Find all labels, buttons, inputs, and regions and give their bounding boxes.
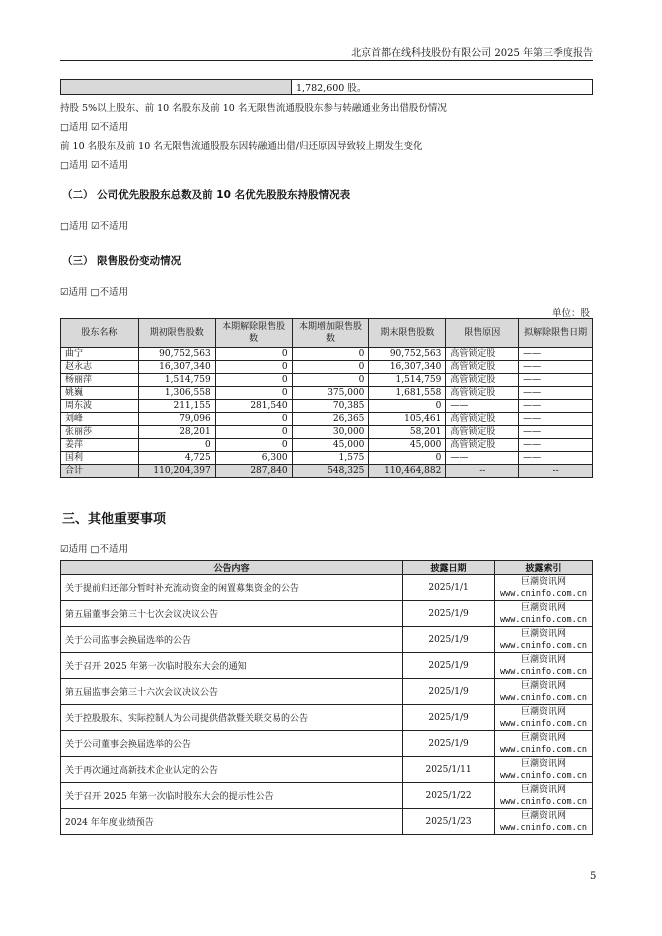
table-cell: 0 [292, 348, 369, 361]
table-cell: —— [519, 348, 593, 361]
table-row [61, 413, 593, 426]
column-header: 公告内容 [61, 561, 403, 575]
table-cell: 赵永志 [61, 361, 139, 374]
announcement-date: 2025/1/22 [403, 783, 495, 809]
table-cell: 0 [215, 387, 292, 400]
table-cell: 高管锁定股 [446, 426, 519, 439]
announcement-title: 2024 年年度业绩预告 [61, 809, 403, 835]
source-link[interactable]: www.cninfo.com.cn [500, 692, 587, 703]
announcement-source [495, 809, 593, 835]
table-row [61, 575, 593, 601]
column-header: 本期解除限售股数 [215, 319, 292, 348]
announcement-date: 2025/1/1 [403, 575, 495, 601]
table-cell: 28,201 [138, 426, 215, 439]
source-link[interactable]: www.cninfo.com.cn [500, 770, 587, 781]
table-cell: 0 [369, 400, 446, 413]
table-header-row [61, 561, 593, 575]
announcement-title: 关于公司董事会换届选举的公告 [61, 731, 403, 757]
announcement-title: 第五届监事会第三十六次会议决议公告 [61, 679, 403, 705]
source-link[interactable]: www.cninfo.com.cn [500, 718, 587, 729]
other-matters-title: 三、其他重要事项 [62, 512, 167, 527]
table-cell: 1,514,759 [369, 374, 446, 387]
source-name: 巨潮资讯网 [520, 628, 566, 639]
table-row [61, 361, 593, 374]
announcement-source [495, 757, 593, 783]
column-header: 披露日期 [403, 561, 495, 575]
table-cell: 0 [215, 348, 292, 361]
change-heading: 前 10 名股东及前 10 名无限售流通股股东因转融通出借/归还原因导致较上期发生变化 [60, 141, 423, 152]
announcement-source [495, 575, 593, 601]
restricted-shares-table [60, 318, 593, 478]
top-continuation-table [60, 79, 593, 95]
table-cell: 张丽莎 [61, 426, 139, 439]
announcement-source [495, 601, 593, 627]
table-cell: 国利 [61, 452, 139, 465]
source-link[interactable]: www.cninfo.com.cn [500, 588, 587, 599]
shares-value: 1,782,600 股。 [292, 80, 593, 95]
table-row [61, 653, 593, 679]
source-link[interactable]: www.cninfo.com.cn [500, 744, 587, 755]
column-header: 期末限售股数 [369, 319, 446, 348]
table-cell: 287,840 [215, 465, 292, 478]
table-cell: —— [446, 400, 519, 413]
source-name: 巨潮资讯网 [520, 810, 566, 821]
table-cell: 45,000 [369, 439, 446, 452]
column-header: 限售原因 [446, 319, 519, 348]
column-header: 本期增加限售股数 [292, 319, 369, 348]
table-cell: 375,000 [292, 387, 369, 400]
table-cell: 90,752,563 [138, 348, 215, 361]
table-cell: —— [519, 439, 593, 452]
table-cell: 合计 [61, 465, 139, 478]
table-row [61, 705, 593, 731]
table-cell: 0 [292, 361, 369, 374]
table-row [61, 452, 593, 465]
table-cell: 0 [215, 439, 292, 452]
table-cell: 4,725 [138, 452, 215, 465]
column-header: 披露索引 [495, 561, 593, 575]
table-cell: —— [446, 452, 519, 465]
column-header: 期初限售股数 [138, 319, 215, 348]
table-cell: 高管锁定股 [446, 439, 519, 452]
table-cell: —— [519, 400, 593, 413]
table-row [61, 679, 593, 705]
table-cell: 45,000 [292, 439, 369, 452]
table-cell: 90,752,563 [369, 348, 446, 361]
announcement-title: 关于召开 2025 年第一次临时股东大会的通知 [61, 653, 403, 679]
table-cell: —— [519, 361, 593, 374]
announcement-date: 2025/1/9 [403, 731, 495, 757]
source-link[interactable]: www.cninfo.com.cn [500, 822, 587, 833]
table-row [61, 426, 593, 439]
table-cell: —— [519, 413, 593, 426]
section-preferred-title: （二） 公司优先股股东总数及前 10 名优先股股东持股情况表 [62, 189, 351, 201]
column-header: 股东名称 [61, 319, 139, 348]
table-cell: 105,461 [369, 413, 446, 426]
source-link[interactable]: www.cninfo.com.cn [500, 796, 587, 807]
table-row [61, 374, 593, 387]
announcements-table [60, 560, 593, 835]
table-cell: 1,306,558 [138, 387, 215, 400]
table-cell: 高管锁定股 [446, 348, 519, 361]
announcement-title: 关于再次通过高新技术企业认定的公告 [61, 757, 403, 783]
table-cell: 曲宁 [61, 348, 139, 361]
table-cell: 高管锁定股 [446, 387, 519, 400]
table-cell: 281,540 [215, 400, 292, 413]
header-divider [60, 60, 593, 61]
announcement-source [495, 679, 593, 705]
table-cell: 6,300 [215, 452, 292, 465]
shaded-cell [61, 80, 292, 95]
table-cell: 1,681,558 [369, 387, 446, 400]
table-cell: 0 [215, 426, 292, 439]
table-row [61, 783, 593, 809]
table-cell: 0 [138, 439, 215, 452]
announcement-title: 第五届董事会第三十七次会议决议公告 [61, 601, 403, 627]
section-preferred-applicability: □适用 ☑不适用 [60, 221, 129, 232]
table-row [61, 400, 593, 413]
announcement-source [495, 731, 593, 757]
table-cell: -- [446, 465, 519, 478]
announcement-source [495, 627, 593, 653]
table-cell: 姚巍 [61, 387, 139, 400]
other-matters-applicability: ☑适用 □不适用 [60, 544, 129, 555]
table-cell: 高管锁定股 [446, 374, 519, 387]
section-restricted-title: （三） 限售股份变动情况 [62, 255, 182, 267]
table-cell: —— [519, 426, 593, 439]
table-header-row [61, 319, 593, 348]
table-cell: 高管锁定股 [446, 413, 519, 426]
announcement-date: 2025/1/9 [403, 705, 495, 731]
report-header: 北京首都在线科技股份有限公司 2025 年第三季度报告 [351, 48, 593, 59]
table-cell: 刘峰 [61, 413, 139, 426]
announcement-date: 2025/1/9 [403, 679, 495, 705]
source-name: 巨潮资讯网 [520, 732, 566, 743]
table-cell: 110,204,397 [138, 465, 215, 478]
table-cell: 杨丽萍 [61, 374, 139, 387]
announcement-date: 2025/1/9 [403, 653, 495, 679]
change-applicability: □适用 ☑不适用 [60, 160, 129, 171]
page-number: 5 [590, 871, 597, 882]
table-cell: 0 [292, 374, 369, 387]
lending-applicability: □适用 ☑不适用 [60, 122, 129, 133]
announcement-source [495, 705, 593, 731]
lending-heading: 持股 5%以上股东、前 10 名股东及前 10 名无限售流通股股东参与转融通业务出借股份情况 [60, 103, 447, 114]
table-cell: —— [519, 452, 593, 465]
table-cell: 高管锁定股 [446, 361, 519, 374]
announcement-title: 关于召开 2025 年第一次临时股东大会的提示性公告 [61, 783, 403, 809]
table-cell: —— [519, 387, 593, 400]
table-row [61, 757, 593, 783]
table-cell: 211,155 [138, 400, 215, 413]
source-name: 巨潮资讯网 [520, 784, 566, 795]
table-cell: 姜萍 [61, 439, 139, 452]
table-cell: 1,575 [292, 452, 369, 465]
table-cell: 周东波 [61, 400, 139, 413]
total-row [61, 465, 593, 478]
table-row [61, 627, 593, 653]
table-cell: 0 [215, 413, 292, 426]
table-row [61, 731, 593, 757]
table-row [61, 601, 593, 627]
table-row [61, 439, 593, 452]
table-cell: -- [519, 465, 593, 478]
table-cell: 58,201 [369, 426, 446, 439]
source-link[interactable]: www.cninfo.com.cn [500, 666, 587, 677]
source-name: 巨潮资讯网 [520, 654, 566, 665]
source-name: 巨潮资讯网 [520, 602, 566, 613]
announcement-source [495, 653, 593, 679]
table-cell: 0 [215, 361, 292, 374]
announcement-date: 2025/1/9 [403, 601, 495, 627]
table-cell: 548,325 [292, 465, 369, 478]
announcement-source [495, 783, 593, 809]
table-cell: 0 [215, 374, 292, 387]
source-link[interactable]: www.cninfo.com.cn [500, 614, 587, 625]
section-restricted-applicability: ☑适用 □不适用 [60, 287, 129, 298]
source-name: 巨潮资讯网 [520, 576, 566, 587]
announcement-title: 关于公司监事会换届选举的公告 [61, 627, 403, 653]
table-cell: 30,000 [292, 426, 369, 439]
announcement-date: 2025/1/23 [403, 809, 495, 835]
table-cell: 70,385 [292, 400, 369, 413]
announcement-date: 2025/1/9 [403, 627, 495, 653]
table-cell: 1,514,759 [138, 374, 215, 387]
table-cell: —— [519, 374, 593, 387]
table-row [61, 387, 593, 400]
table-row [61, 348, 593, 361]
source-name: 巨潮资讯网 [520, 706, 566, 717]
column-header: 拟解除限售日期 [519, 319, 593, 348]
table-row [61, 809, 593, 835]
announcement-title: 关于提前归还部分暂时补充流动资金的闲置募集资金的公告 [61, 575, 403, 601]
table-cell: 79,096 [138, 413, 215, 426]
announcement-date: 2025/1/11 [403, 757, 495, 783]
unit-label: 单位：股 [551, 308, 590, 319]
table-cell: 16,307,340 [138, 361, 215, 374]
table-cell: 26,365 [292, 413, 369, 426]
source-name: 巨潮资讯网 [520, 680, 566, 691]
announcement-title: 关于控股股东、实际控制人为公司提供借款暨关联交易的公告 [61, 705, 403, 731]
table-cell: 110,464,882 [369, 465, 446, 478]
source-link[interactable]: www.cninfo.com.cn [500, 640, 587, 651]
source-name: 巨潮资讯网 [520, 758, 566, 769]
table-cell: 16,307,340 [369, 361, 446, 374]
table-cell: 0 [369, 452, 446, 465]
